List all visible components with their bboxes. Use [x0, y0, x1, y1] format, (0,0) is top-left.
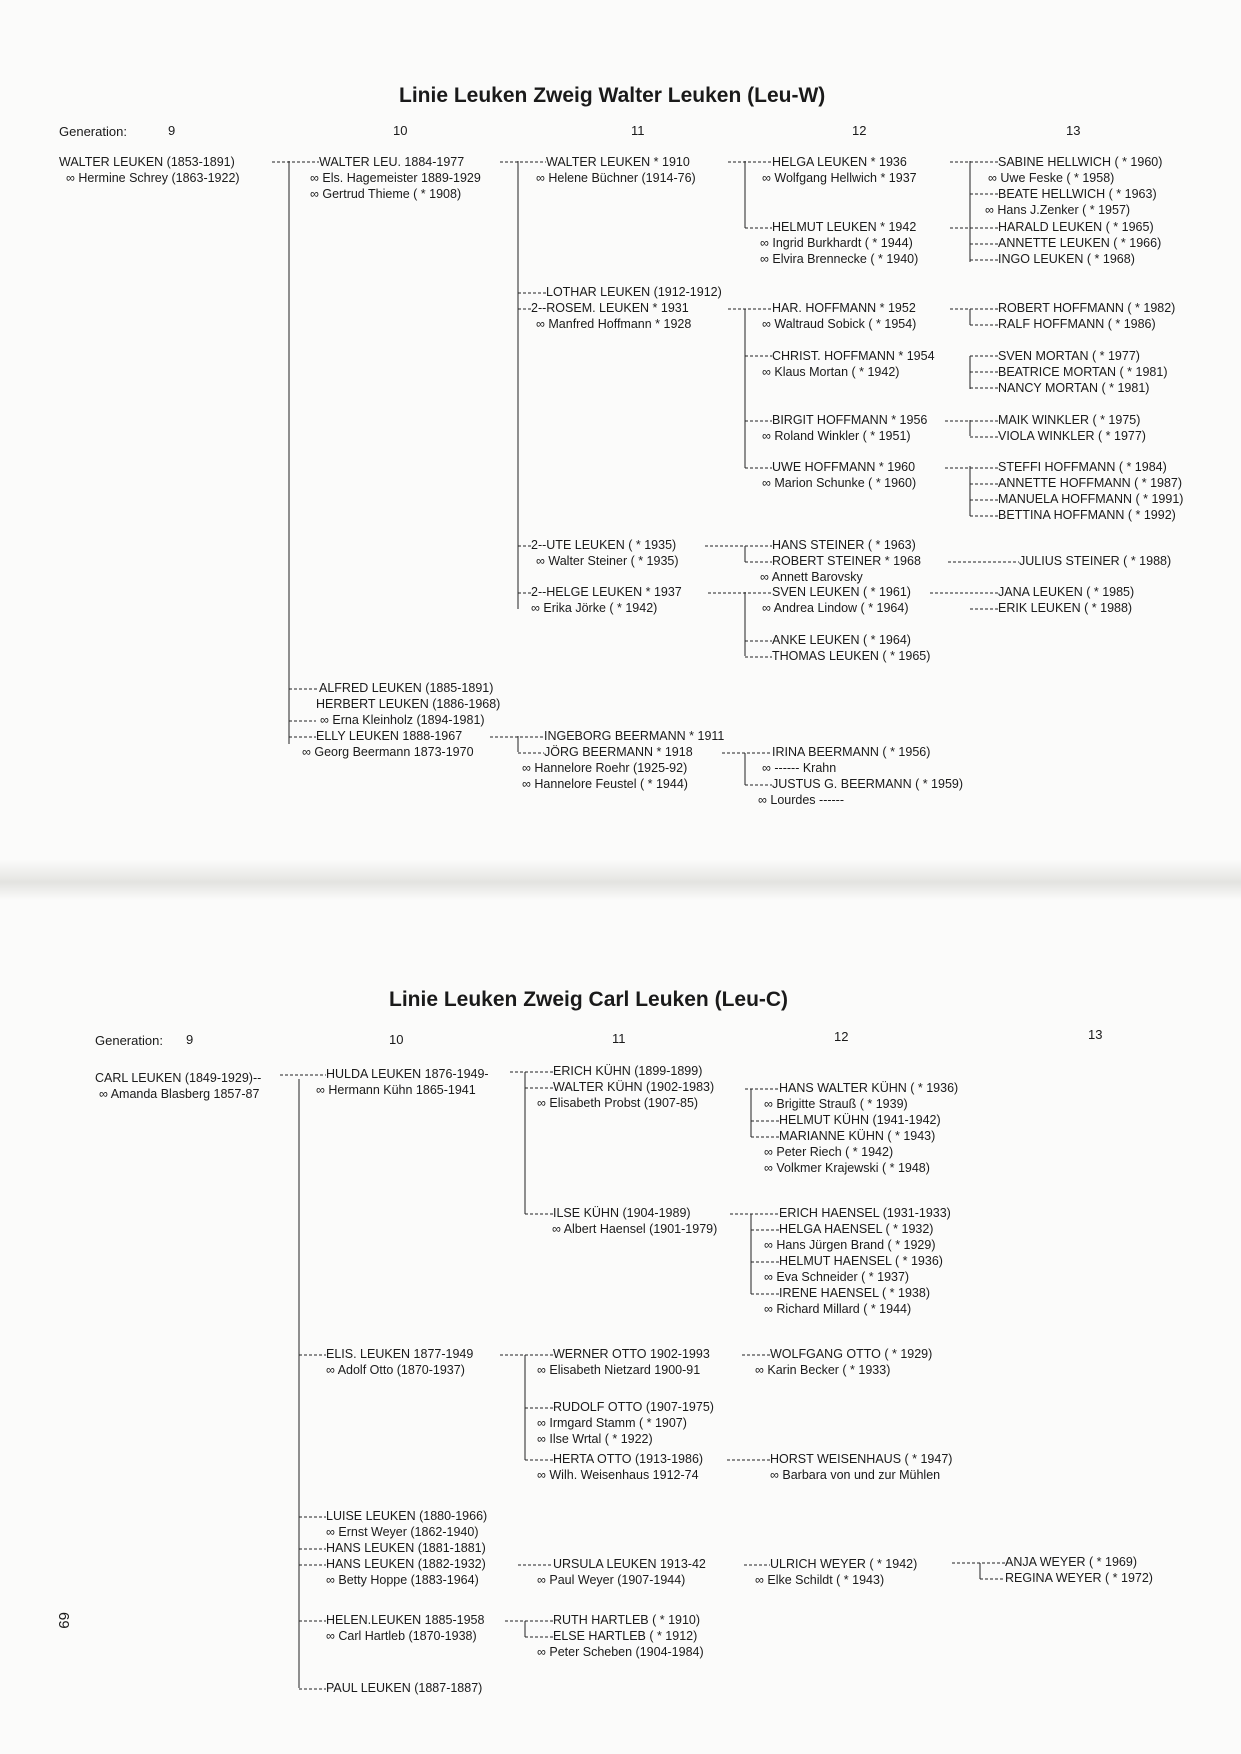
- top-spouse-entry: ∞ Els. Hagemeister 1889-1929: [310, 171, 481, 185]
- top-person-entry: MAIK WINKLER ( * 1975): [998, 413, 1141, 427]
- top-person-entry: 2--UTE LEUKEN ( * 1935): [531, 538, 677, 552]
- top-person-entry: MANUELA HOFFMANN ( * 1991): [998, 492, 1184, 506]
- top-spouse-entry: ∞ ------ Krahn: [762, 761, 837, 775]
- bottom-person-entry: REGINA WEYER ( * 1972): [1005, 1571, 1153, 1585]
- top-generation-number: 12: [852, 123, 867, 138]
- top-spouse-entry: ∞ Ingrid Burkhardt ( * 1944): [760, 236, 913, 250]
- bottom-spouse-entry: ∞ Ilse Wrtal ( * 1922): [537, 1432, 653, 1446]
- top-person-entry: VIOLA WINKLER ( * 1977): [998, 429, 1146, 443]
- top-title: Linie Leuken Zweig Walter Leuken (Leu-W): [399, 84, 826, 107]
- top-person-entry: WALTER LEU. 1884-1977: [319, 155, 465, 169]
- top-spouse-entry: ∞ Hannelore Feustel ( * 1944): [522, 777, 688, 791]
- bottom-spouse-entry: ∞ Hans Jürgen Brand ( * 1929): [764, 1238, 936, 1252]
- top-person-entry: HELGA LEUKEN * 1936: [772, 155, 907, 169]
- bottom-spouse-entry: ∞ Hermann Kühn 1865-1941: [316, 1083, 476, 1097]
- bottom-title: Linie Leuken Zweig Carl Leuken (Leu-C): [389, 988, 789, 1011]
- top-spouse-entry: ∞ Annett Barovsky: [760, 570, 863, 584]
- top-person-entry: THOMAS LEUKEN ( * 1965): [772, 649, 931, 663]
- top-spouse-entry: ∞ Lourdes ------: [758, 793, 845, 807]
- top-person-entry: HAR. HOFFMANN * 1952: [772, 301, 916, 315]
- top-spouse-entry: ∞ Helene Büchner (1914-76): [536, 171, 696, 185]
- top-person-entry: ROBERT HOFFMANN ( * 1982): [998, 301, 1176, 315]
- bottom-person-entry: HULDA LEUKEN 1876-1949-: [326, 1067, 489, 1081]
- top-person-entry: RALF HOFFMANN ( * 1986): [998, 317, 1156, 331]
- bottom-person-entry: HANS LEUKEN (1881-1881): [326, 1541, 486, 1555]
- top-person-entry: BETTINA HOFFMANN ( * 1992): [998, 508, 1176, 522]
- bottom-person-entry: HERTA OTTO (1913-1986): [553, 1452, 704, 1466]
- top-spouse-entry: ∞ Hermine Schrey (1863-1922): [66, 171, 240, 185]
- top-person-entry: NANCY MORTAN ( * 1981): [998, 381, 1150, 395]
- bottom-person-entry: URSULA LEUKEN 1913-42: [553, 1557, 706, 1571]
- top-person-entry: SVEN MORTAN ( * 1977): [998, 349, 1140, 363]
- top-generation-number: 10: [393, 123, 408, 138]
- top-person-entry: UWE HOFFMANN * 1960: [772, 460, 916, 474]
- bottom-spouse-entry: ∞ Paul Weyer (1907-1944): [537, 1573, 686, 1587]
- top-person-entry: ELLY LEUKEN 1888-1967: [316, 729, 463, 743]
- top-spouse-entry: ∞ Hans J.Zenker ( * 1957): [985, 203, 1131, 217]
- top-spouse-entry: ∞ Marion Schunke ( * 1960): [762, 476, 917, 490]
- top-person-entry: WALTER LEUKEN * 1910: [546, 155, 690, 169]
- top-spouse-entry: ∞ Erna Kleinholz (1894-1981): [320, 713, 485, 727]
- bottom-spouse-entry: ∞ Adolf Otto (1870-1937): [326, 1363, 465, 1377]
- top-spouse-entry: ∞ Roland Winkler ( * 1951): [762, 429, 911, 443]
- bottom-person-entry: WALTER KÜHN (1902-1983): [553, 1080, 715, 1094]
- bottom-person-entry: WOLFGANG OTTO ( * 1929): [770, 1347, 933, 1361]
- top-person-entry: JANA LEUKEN ( * 1985): [998, 585, 1135, 599]
- top-generation-number: 13: [1066, 123, 1081, 138]
- bottom-spouse-entry: ∞ Eva Schneider ( * 1937): [764, 1270, 910, 1284]
- top-person-entry: 2--ROSEM. LEUKEN * 1931: [531, 301, 689, 315]
- bottom-spouse-entry: ∞ Peter Scheben (1904-1984): [537, 1645, 704, 1659]
- bottom-person-entry: HANS WALTER KÜHN ( * 1936): [779, 1081, 959, 1095]
- top-person-entry: SVEN LEUKEN ( * 1961): [772, 585, 911, 599]
- top-spouse-entry: ∞ Erika Jörke ( * 1942): [531, 601, 658, 615]
- bottom-person-entry: HORST WEISENHAUS ( * 1947): [770, 1452, 953, 1466]
- bottom-person-entry: HELEN.LEUKEN 1885-1958: [326, 1613, 485, 1627]
- top-person-entry: ANNETTE HOFFMANN ( * 1987): [998, 476, 1183, 490]
- bottom-person-entry: CARL LEUKEN (1849-1929)--: [95, 1071, 262, 1085]
- top-person-entry: LOTHAR LEUKEN (1912-1912): [546, 285, 722, 299]
- bottom-person-entry: HELGA HAENSEL ( * 1932): [779, 1222, 934, 1236]
- bottom-person-entry: ILSE KÜHN (1904-1989): [553, 1206, 691, 1220]
- top-spouse-entry: ∞ Manfred Hoffmann * 1928: [536, 317, 692, 331]
- bottom-spouse-entry: ∞ Peter Riech ( * 1942): [764, 1145, 894, 1159]
- top-person-entry: 2--HELGE LEUKEN * 1937: [531, 585, 682, 599]
- bottom-person-entry: IRENE HAENSEL ( * 1938): [779, 1286, 930, 1300]
- top-generation-number: 9: [168, 123, 176, 138]
- bottom-spouse-entry: ∞ Elisabeth Nietzard 1900-91: [537, 1363, 701, 1377]
- top-person-entry: HANS STEINER ( * 1963): [772, 538, 916, 552]
- top-person-entry: ANKE LEUKEN ( * 1964): [772, 633, 911, 647]
- bottom-person-entry: ELSE HARTLEB ( * 1912): [553, 1629, 698, 1643]
- bottom-generation-number: 9: [186, 1032, 194, 1047]
- page-fold: [0, 860, 1241, 900]
- top-person-entry: HARALD LEUKEN ( * 1965): [998, 220, 1154, 234]
- top-spouse-entry: ∞ Elvira Brennecke ( * 1940): [760, 252, 919, 266]
- top-person-entry: CHRIST. HOFFMANN * 1954: [772, 349, 935, 363]
- top-spouse-entry: ∞ Wolfgang Hellwich * 1937: [762, 171, 917, 185]
- top-spouse-entry: ∞ Andrea Lindow ( * 1964): [762, 601, 909, 615]
- bottom-person-entry: RUDOLF OTTO (1907-1975): [553, 1400, 714, 1414]
- bottom-generation-number: 10: [389, 1032, 404, 1047]
- bottom-spouse-entry: ∞ Karin Becker ( * 1933): [755, 1363, 891, 1377]
- bottom-spouse-entry: ∞ Richard Millard ( * 1944): [764, 1302, 912, 1316]
- page-number: 69: [55, 1612, 72, 1629]
- top-generation-number: 11: [631, 123, 645, 138]
- top-person-entry: HERBERT LEUKEN (1886-1968): [316, 697, 501, 711]
- top-spouse-entry: ∞ Georg Beermann 1873-1970: [302, 745, 474, 759]
- bottom-person-entry: WERNER OTTO 1902-1993: [553, 1347, 710, 1361]
- top-person-entry: JÖRG BEERMANN * 1918: [544, 745, 693, 759]
- top-spouse-entry: ∞ Hannelore Roehr (1925-92): [522, 761, 688, 775]
- bottom-generation-number: 11: [612, 1031, 626, 1046]
- bottom-person-entry: PAUL LEUKEN (1887-1887): [326, 1681, 483, 1695]
- top-person-entry: INGEBORG BEERMANN * 1911: [544, 729, 725, 743]
- bottom-spouse-entry: ∞ Betty Hoppe (1883-1964): [326, 1573, 479, 1587]
- bottom-person-entry: RUTH HARTLEB ( * 1910): [553, 1613, 701, 1627]
- top-spouse-entry: ∞ Walter Steiner ( * 1935): [536, 554, 679, 568]
- bottom-spouse-entry: ∞ Irmgard Stamm ( * 1907): [537, 1416, 687, 1430]
- top-person-entry: ANNETTE LEUKEN ( * 1966): [998, 236, 1162, 250]
- top-person-entry: ALFRED LEUKEN (1885-1891): [319, 681, 494, 695]
- top-person-entry: BEATRICE MORTAN ( * 1981): [998, 365, 1168, 379]
- top-spouse-entry: ∞ Waltraud Sobick ( * 1954): [762, 317, 917, 331]
- bottom-spouse-entry: ∞ Elke Schildt ( * 1943): [755, 1573, 885, 1587]
- top-person-entry: IRINA BEERMANN ( * 1956): [772, 745, 931, 759]
- bottom-person-entry: HELMUT HAENSEL ( * 1936): [779, 1254, 943, 1268]
- top-spouse-entry: ∞ Uwe Feske ( * 1958): [988, 171, 1115, 185]
- bottom-spouse-entry: ∞ Volkmer Krajewski ( * 1948): [764, 1161, 930, 1175]
- bottom-generation-label: Generation:: [95, 1033, 163, 1048]
- bottom-spouse-entry: ∞ Wilh. Weisenhaus 1912-74: [537, 1468, 699, 1482]
- bottom-person-entry: ULRICH WEYER ( * 1942): [770, 1557, 918, 1571]
- top-person-entry: ROBERT STEINER * 1968: [772, 554, 921, 568]
- bottom-spouse-entry: ∞ Carl Hartleb (1870-1938): [326, 1629, 477, 1643]
- top-spouse-entry: ∞ Gertrud Thieme ( * 1908): [310, 187, 462, 201]
- top-generation-label: Generation:: [59, 124, 127, 139]
- top-person-entry: WALTER LEUKEN (1853-1891): [59, 155, 235, 169]
- bottom-person-entry: HELMUT KÜHN (1941-1942): [779, 1113, 941, 1127]
- top-person-entry: INGO LEUKEN ( * 1968): [998, 252, 1135, 266]
- top-person-entry: HELMUT LEUKEN * 1942: [772, 220, 917, 234]
- top-person-entry: JULIUS STEINER ( * 1988): [1019, 554, 1172, 568]
- bottom-spouse-entry: ∞ Barbara von und zur Mühlen: [770, 1468, 941, 1482]
- bottom-person-entry: LUISE LEUKEN (1880-1966): [326, 1509, 488, 1523]
- bottom-person-entry: MARIANNE KÜHN ( * 1943): [779, 1129, 936, 1143]
- top-person-entry: BEATE HELLWICH ( * 1963): [998, 187, 1157, 201]
- top-person-entry: BIRGIT HOFFMANN * 1956: [772, 413, 928, 427]
- bottom-person-entry: HANS LEUKEN (1882-1932): [326, 1557, 486, 1571]
- bottom-generation-number: 13: [1088, 1027, 1103, 1042]
- bottom-person-entry: ANJA WEYER ( * 1969): [1005, 1555, 1137, 1569]
- bottom-person-entry: ELIS. LEUKEN 1877-1949: [326, 1347, 474, 1361]
- bottom-spouse-entry: ∞ Brigitte Strauß ( * 1939): [764, 1097, 908, 1111]
- bottom-spouse-entry: ∞ Ernst Weyer (1862-1940): [326, 1525, 479, 1539]
- bottom-spouse-entry: ∞ Elisabeth Probst (1907-85): [537, 1096, 699, 1110]
- bottom-person-entry: ERICH HAENSEL (1931-1933): [779, 1206, 951, 1220]
- top-person-entry: JUSTUS G. BEERMANN ( * 1959): [772, 777, 964, 791]
- top-person-entry: ERIK LEUKEN ( * 1988): [998, 601, 1133, 615]
- bottom-spouse-entry: ∞ Albert Haensel (1901-1979): [552, 1222, 718, 1236]
- bottom-spouse-entry: ∞ Amanda Blasberg 1857-87: [99, 1087, 260, 1101]
- top-person-entry: SABINE HELLWICH ( * 1960): [998, 155, 1163, 169]
- top-person-entry: STEFFI HOFFMANN ( * 1984): [998, 460, 1167, 474]
- top-spouse-entry: ∞ Klaus Mortan ( * 1942): [762, 365, 900, 379]
- bottom-person-entry: ERICH KÜHN (1899-1899): [553, 1064, 703, 1078]
- bottom-generation-number: 12: [834, 1029, 849, 1044]
